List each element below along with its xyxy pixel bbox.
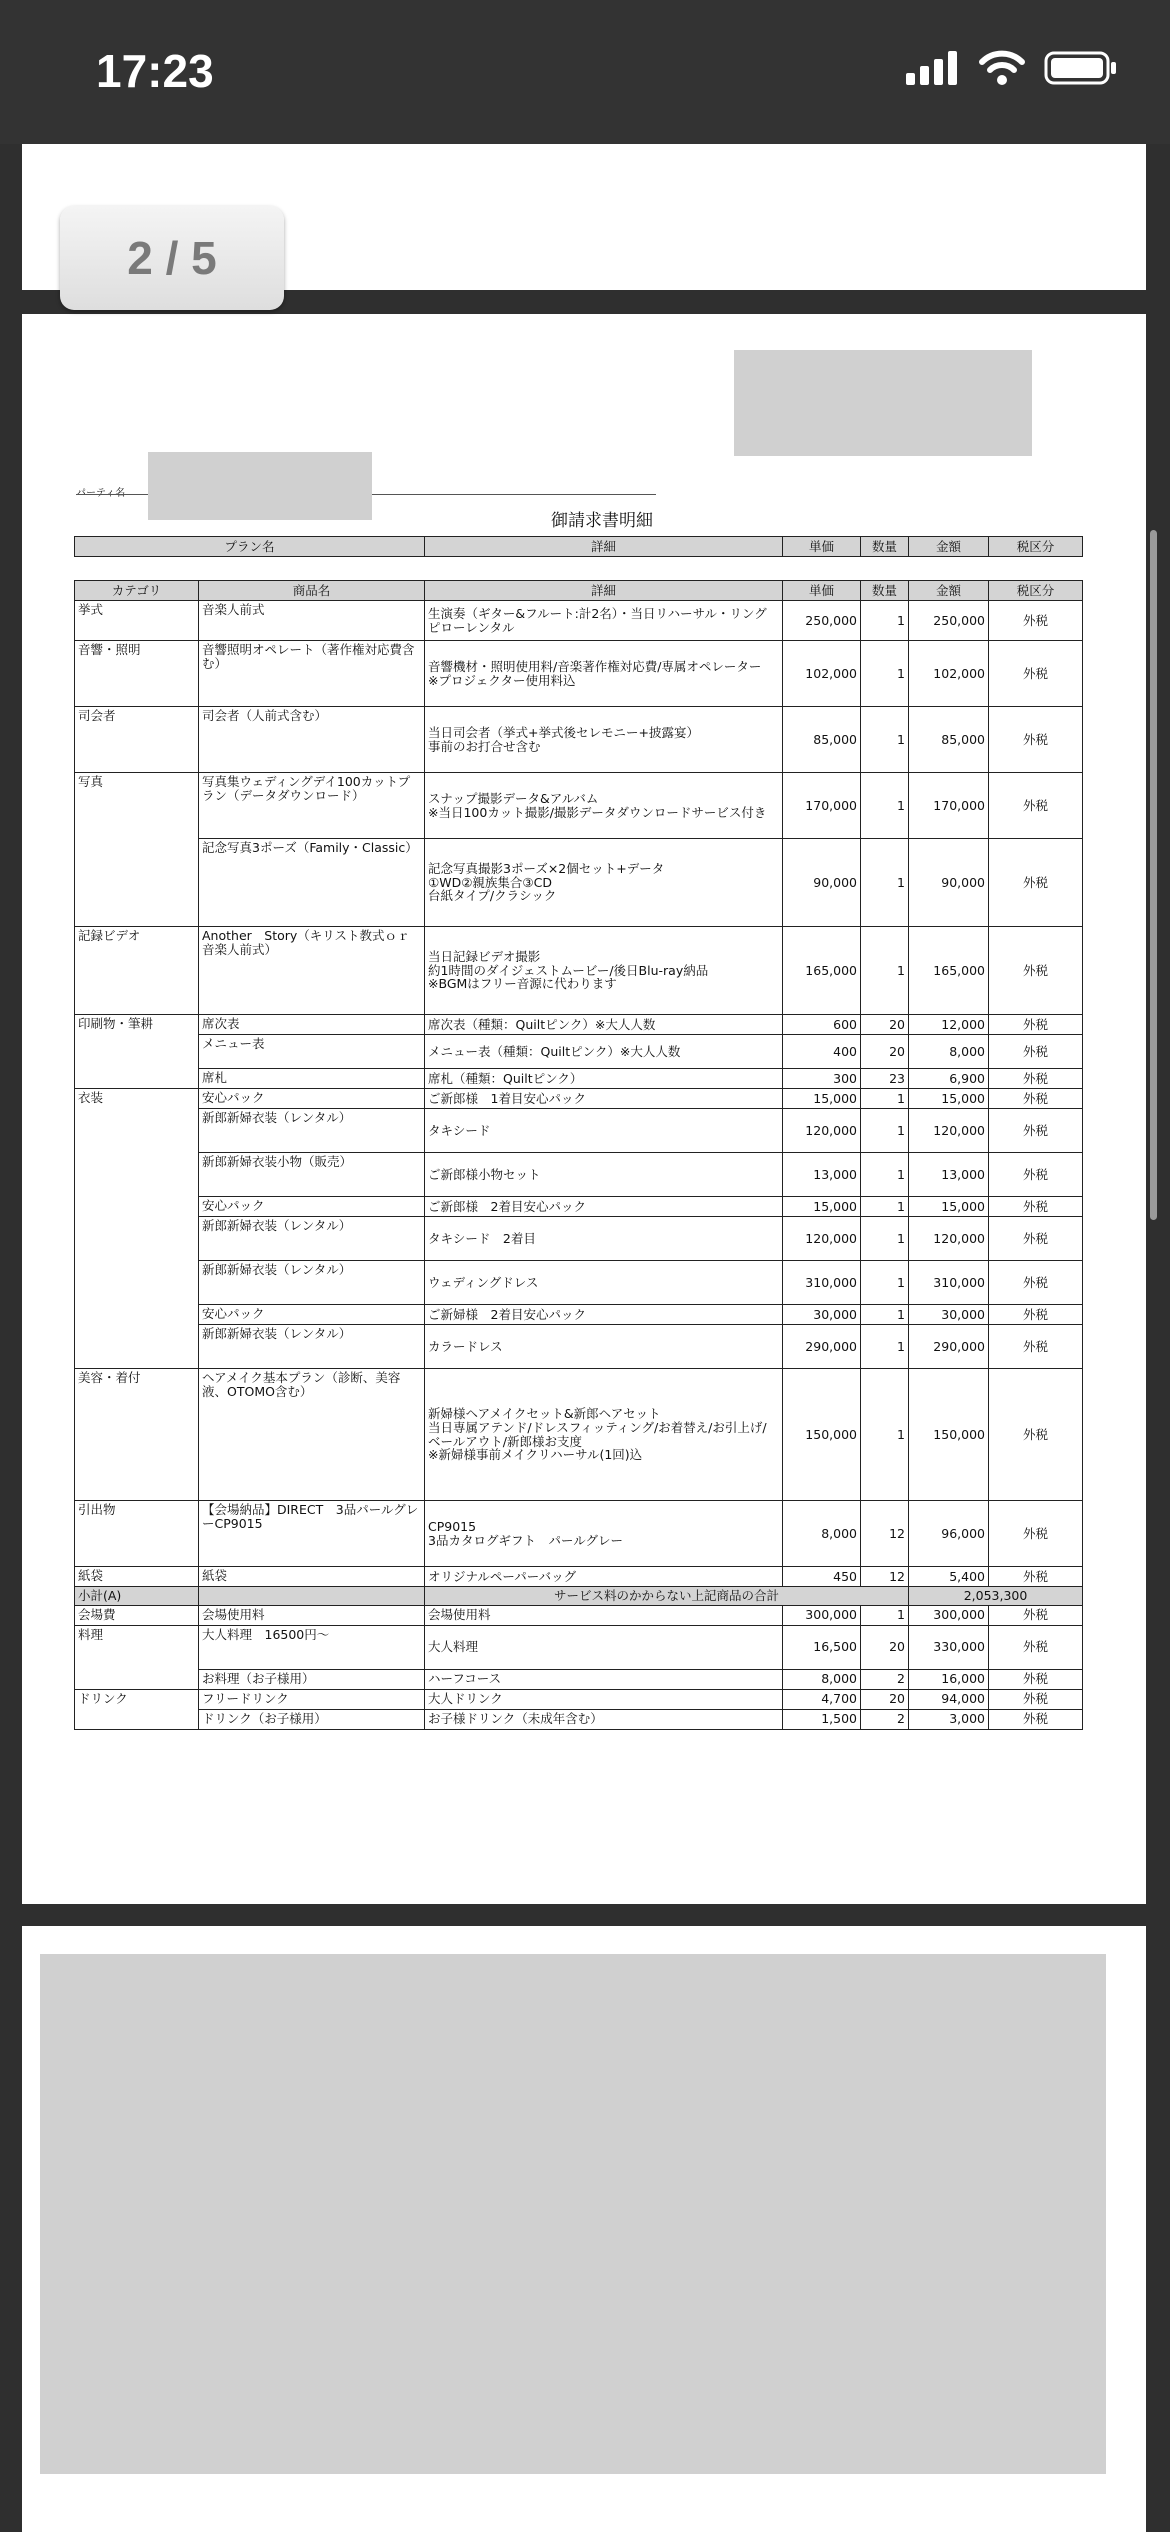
cell-tax: 外税 <box>989 1709 1083 1729</box>
table-row <box>75 1015 1083 1035</box>
cell-detail: CP9015 3品カタログギフト パールグレー <box>425 1501 783 1567</box>
cell-name: 音響照明オペレート（著作権対応費含む） <box>199 641 425 707</box>
cell-detail: 当日記録ビデオ撮影 約1時間のダイジェストムービー/後日Blu-ray納品 ※BGMはフリー音源に代わります <box>425 927 783 1015</box>
cell-detail: オリジナルペーパーバッグ <box>425 1567 783 1587</box>
cell-amount: 13,000 <box>909 1153 989 1197</box>
cell-price: 8,000 <box>783 1501 861 1567</box>
cellular-signal-icon <box>906 51 960 85</box>
cell-tax: 外税 <box>989 641 1083 707</box>
redacted-party-name <box>148 452 372 520</box>
cell-category: ドリンク <box>75 1689 199 1709</box>
cell-price: 300,000 <box>783 1605 861 1625</box>
cell-price: 310,000 <box>783 1261 861 1305</box>
cell-qty: 20 <box>861 1035 909 1069</box>
table-row <box>75 1709 1083 1729</box>
cell-name: 席札 <box>199 1069 425 1089</box>
subtotal-row <box>75 1587 1083 1606</box>
column-header-detail: 詳細 <box>425 581 783 601</box>
status-icons <box>906 50 1118 86</box>
cell-category: 衣装 <box>75 1089 199 1109</box>
table-row <box>75 1261 1083 1305</box>
cell-qty: 2 <box>861 1709 909 1729</box>
cell-name: 新郎新婦衣装（レンタル） <box>199 1109 425 1153</box>
cell-detail: 席次表（種類：Quiltピンク）※大人人数 <box>425 1015 783 1035</box>
cell-tax: 外税 <box>989 1567 1083 1587</box>
cell-qty: 1 <box>861 773 909 839</box>
cell-amount: 5,400 <box>909 1567 989 1587</box>
cell-qty: 2 <box>861 1669 909 1689</box>
cell-category: 美容・着付 <box>75 1369 199 1501</box>
cell-category <box>75 839 199 927</box>
header-tax: 税区分 <box>989 537 1083 557</box>
table-row <box>75 1069 1083 1089</box>
table-row <box>75 1305 1083 1325</box>
cell-name: 会場使用料 <box>199 1605 425 1625</box>
cell-tax: 外税 <box>989 1089 1083 1109</box>
cell-amount: 120,000 <box>909 1109 989 1153</box>
table-row <box>75 927 1083 1015</box>
table-row <box>75 1567 1083 1587</box>
cell-price: 4,700 <box>783 1689 861 1709</box>
cell-qty: 1 <box>861 1109 909 1153</box>
header-price: 単価 <box>783 537 861 557</box>
cell-price: 16,500 <box>783 1625 861 1669</box>
cell-qty: 1 <box>861 601 909 641</box>
cell-qty: 1 <box>861 1089 909 1109</box>
cell-detail: 大人料理 <box>425 1625 783 1669</box>
cell-qty: 1 <box>861 927 909 1015</box>
cell-qty: 1 <box>861 1217 909 1261</box>
cell-price: 1,500 <box>783 1709 861 1729</box>
cell-amount: 90,000 <box>909 839 989 927</box>
cell-name: 記念写真3ポーズ（Family・Classic） <box>199 839 425 927</box>
cell-amount: 16,000 <box>909 1669 989 1689</box>
cell-amount: 94,000 <box>909 1689 989 1709</box>
party-name-label: パーティ名 <box>76 488 126 499</box>
table-row <box>75 1035 1083 1069</box>
subtotal-amount: 2,053,300 <box>909 1587 1083 1606</box>
cell-category: 紙袋 <box>75 1567 199 1587</box>
cell-tax: 外税 <box>989 1625 1083 1669</box>
cell-detail: ご新郎様 1着目安心パック <box>425 1089 783 1109</box>
scrollbar-thumb[interactable] <box>1150 530 1157 1220</box>
column-header-name: 商品名 <box>199 581 425 601</box>
cell-detail: ご新婦様 2着目安心パック <box>425 1305 783 1325</box>
cell-category: 会場費 <box>75 1605 199 1625</box>
cell-qty: 20 <box>861 1015 909 1035</box>
cell-category <box>75 1197 199 1217</box>
cell-price: 85,000 <box>783 707 861 773</box>
cell-amount: 150,000 <box>909 1369 989 1501</box>
cell-qty: 1 <box>861 1605 909 1625</box>
table-row <box>75 1325 1083 1369</box>
subtotal-detail: サービス料のかからない上記商品の合計 <box>425 1587 909 1606</box>
cell-tax: 外税 <box>989 1501 1083 1567</box>
cell-price: 400 <box>783 1035 861 1069</box>
cell-price: 165,000 <box>783 927 861 1015</box>
cell-detail: ご新郎様小物セット <box>425 1153 783 1197</box>
cell-tax: 外税 <box>989 1197 1083 1217</box>
subtotal-label: 小計(A) <box>75 1587 199 1606</box>
cell-detail: ウェディングドレス <box>425 1261 783 1305</box>
subtotal-empty <box>199 1587 425 1606</box>
cell-qty: 1 <box>861 839 909 927</box>
cell-name: 司会者（人前式含む） <box>199 707 425 773</box>
cell-qty: 1 <box>861 1261 909 1305</box>
cell-detail: 記念写真撮影3ポーズ×2個セット+データ ①WD②親族集合③CD 台紙タイプ/クラシック <box>425 839 783 927</box>
cell-price: 250,000 <box>783 601 861 641</box>
table-row <box>75 1217 1083 1261</box>
cell-name: 新郎新婦衣装（レンタル） <box>199 1325 425 1369</box>
cell-tax: 外税 <box>989 839 1083 927</box>
cell-price: 150,000 <box>783 1369 861 1501</box>
cell-price: 170,000 <box>783 773 861 839</box>
cell-amount: 290,000 <box>909 1325 989 1369</box>
redacted-block <box>734 350 1032 456</box>
header-amount: 金額 <box>909 537 989 557</box>
cell-category: 引出物 <box>75 1501 199 1567</box>
cell-detail: 大人ドリンク <box>425 1689 783 1709</box>
cell-amount: 165,000 <box>909 927 989 1015</box>
cell-name: Another Story（キリスト教式ｏｒ音楽人前式） <box>199 927 425 1015</box>
cell-category: 料理 <box>75 1625 199 1669</box>
cell-tax: 外税 <box>989 1261 1083 1305</box>
table-row <box>75 1625 1083 1669</box>
cell-price: 450 <box>783 1567 861 1587</box>
cell-name: 安心パック <box>199 1305 425 1325</box>
cell-detail: カラードレス <box>425 1325 783 1369</box>
status-time: 17:23 <box>96 45 214 97</box>
cell-amount: 30,000 <box>909 1305 989 1325</box>
cell-detail: 当日司会者（挙式+挙式後セレモニー+披露宴） 事前のお打合せ含む <box>425 707 783 773</box>
cell-detail: ご新郎様 2着目安心パック <box>425 1197 783 1217</box>
status-bar <box>0 0 1170 144</box>
cell-qty: 12 <box>861 1501 909 1567</box>
cell-tax: 外税 <box>989 927 1083 1015</box>
cell-price: 15,000 <box>783 1089 861 1109</box>
cell-amount: 250,000 <box>909 601 989 641</box>
cell-name: 【会場納品】DIRECT 3品パールグレーCP9015 <box>199 1501 425 1567</box>
cell-price: 90,000 <box>783 839 861 927</box>
cell-qty: 12 <box>861 1567 909 1587</box>
cell-qty: 23 <box>861 1069 909 1089</box>
cell-category: 写真 <box>75 773 199 839</box>
cell-detail: お子様ドリンク（未成年含む） <box>425 1709 783 1729</box>
document-title: 御請求書明細 <box>551 511 653 531</box>
cell-price: 102,000 <box>783 641 861 707</box>
cell-category: 挙式 <box>75 601 199 641</box>
cell-tax: 外税 <box>989 773 1083 839</box>
cell-name: 写真集ウェディングデイ100カットプラン（データダウンロード） <box>199 773 425 839</box>
cell-name: ドリンク（お子様用） <box>199 1709 425 1729</box>
cell-tax: 外税 <box>989 1369 1083 1501</box>
cell-detail: 音響機材・照明使用料/音楽著作権対応費/専属オペレーター ※プロジェクター使用料込 <box>425 641 783 707</box>
cell-tax: 外税 <box>989 1689 1083 1709</box>
cell-name: 新郎新婦衣装小物（販売） <box>199 1153 425 1197</box>
cell-name: メニュー表 <box>199 1035 425 1069</box>
cell-amount: 85,000 <box>909 707 989 773</box>
cell-detail: 新婦様ヘアメイクセット&新郎ヘアセット 当日専属アテンド/ドレスフィッティング/お着替え/お引上げ/ベールアウト/新郎様お支度 ※新婦様事前メイクリハーサル(1回)込 <box>425 1369 783 1501</box>
cell-detail: タキシード <box>425 1109 783 1153</box>
cell-name: 大人料理 16500円～ <box>199 1625 425 1669</box>
column-header-qty: 数量 <box>861 581 909 601</box>
cell-name: 音楽人前式 <box>199 601 425 641</box>
cell-name: 新郎新婦衣装（レンタル） <box>199 1217 425 1261</box>
cell-qty: 20 <box>861 1625 909 1669</box>
table-row <box>75 641 1083 707</box>
cell-name: 安心パック <box>199 1089 425 1109</box>
next-page <box>22 1926 1146 2532</box>
redacted-block <box>40 1954 1106 2474</box>
cell-amount: 330,000 <box>909 1625 989 1669</box>
cell-tax: 外税 <box>989 1217 1083 1261</box>
header-plan: プラン名 <box>75 537 425 557</box>
table-row <box>75 707 1083 773</box>
cell-amount: 6,900 <box>909 1069 989 1089</box>
cell-tax: 外税 <box>989 1153 1083 1197</box>
cell-name: 安心パック <box>199 1197 425 1217</box>
cell-category: 印刷物・筆耕 <box>75 1015 199 1035</box>
cell-price: 30,000 <box>783 1305 861 1325</box>
cell-price: 120,000 <box>783 1217 861 1261</box>
cell-price: 600 <box>783 1015 861 1035</box>
cell-name: 席次表 <box>199 1015 425 1035</box>
cell-qty: 1 <box>861 1197 909 1217</box>
summary-header-table <box>74 536 1083 557</box>
home-indicator[interactable] <box>378 2488 792 2502</box>
cell-category <box>75 1069 199 1089</box>
cell-detail: 会場使用料 <box>425 1605 783 1625</box>
cell-amount: 170,000 <box>909 773 989 839</box>
battery-icon <box>1044 50 1118 86</box>
table-row <box>75 839 1083 927</box>
header-detail: 詳細 <box>425 537 783 557</box>
cell-tax: 外税 <box>989 1069 1083 1089</box>
cell-tax: 外税 <box>989 1605 1083 1625</box>
page-indicator: 2 / 5 <box>60 206 284 310</box>
cell-category <box>75 1261 199 1305</box>
cell-qty: 1 <box>861 1369 909 1501</box>
cell-tax: 外税 <box>989 1015 1083 1035</box>
cell-qty: 1 <box>861 707 909 773</box>
cell-name: 紙袋 <box>199 1567 425 1587</box>
cell-tax: 外税 <box>989 707 1083 773</box>
pdf-viewer[interactable] <box>0 144 1170 2532</box>
cell-category <box>75 1035 199 1069</box>
cell-category <box>75 1709 199 1729</box>
cell-price: 8,000 <box>783 1669 861 1689</box>
cell-category <box>75 1153 199 1197</box>
cell-tax: 外税 <box>989 1305 1083 1325</box>
invoice-items-table <box>74 580 1083 1730</box>
cell-amount: 96,000 <box>909 1501 989 1567</box>
cell-price: 15,000 <box>783 1197 861 1217</box>
cell-qty: 20 <box>861 1689 909 1709</box>
wifi-icon <box>978 50 1026 86</box>
column-header-price: 単価 <box>783 581 861 601</box>
cell-detail: 席札（種類：Quiltピンク） <box>425 1069 783 1089</box>
column-header-amount: 金額 <box>909 581 989 601</box>
cell-name: 新郎新婦衣装（レンタル） <box>199 1261 425 1305</box>
cell-name: お料理（お子様用） <box>199 1669 425 1689</box>
cell-amount: 102,000 <box>909 641 989 707</box>
table-row <box>75 1689 1083 1709</box>
cell-tax: 外税 <box>989 601 1083 641</box>
cell-category <box>75 1305 199 1325</box>
cell-tax: 外税 <box>989 1669 1083 1689</box>
table-row <box>75 1605 1083 1625</box>
table-row <box>75 1153 1083 1197</box>
cell-qty: 1 <box>861 1153 909 1197</box>
cell-amount: 8,000 <box>909 1035 989 1069</box>
table-row <box>75 601 1083 641</box>
cell-price: 120,000 <box>783 1109 861 1153</box>
cell-category: 記録ビデオ <box>75 927 199 1015</box>
cell-amount: 3,000 <box>909 1709 989 1729</box>
cell-amount: 12,000 <box>909 1015 989 1035</box>
cell-detail: タキシード 2着目 <box>425 1217 783 1261</box>
cell-qty: 1 <box>861 1325 909 1369</box>
cell-tax: 外税 <box>989 1035 1083 1069</box>
cell-category <box>75 1217 199 1261</box>
cell-qty: 1 <box>861 641 909 707</box>
cell-category <box>75 1669 199 1689</box>
cell-amount: 120,000 <box>909 1217 989 1261</box>
table-row <box>75 1669 1083 1689</box>
table-row <box>75 1089 1083 1109</box>
cell-tax: 外税 <box>989 1325 1083 1369</box>
table-row <box>75 773 1083 839</box>
column-header-category: カテゴリ <box>75 581 199 601</box>
table-row <box>75 1501 1083 1567</box>
cell-price: 300 <box>783 1069 861 1089</box>
cell-category <box>75 1325 199 1369</box>
header-qty: 数量 <box>861 537 909 557</box>
cell-category: 司会者 <box>75 707 199 773</box>
table-row <box>75 1109 1083 1153</box>
cell-qty: 1 <box>861 1305 909 1325</box>
cell-name: フリードリンク <box>199 1689 425 1709</box>
cell-name: ヘアメイク基本プラン（診断、美容液、OTOMO含む） <box>199 1369 425 1501</box>
cell-detail: ハーフコース <box>425 1669 783 1689</box>
table-row <box>75 1197 1083 1217</box>
table-row <box>75 1369 1083 1501</box>
column-header-tax: 税区分 <box>989 581 1083 601</box>
invoice-detail-page <box>22 314 1146 1904</box>
cell-detail: メニュー表（種類：Quiltピンク）※大人人数 <box>425 1035 783 1069</box>
cell-price: 13,000 <box>783 1153 861 1197</box>
cell-amount: 15,000 <box>909 1197 989 1217</box>
cell-detail: スナップ撮影データ&アルバム ※当日100カット撮影/撮影データダウンロードサービス付き <box>425 773 783 839</box>
cell-tax: 外税 <box>989 1109 1083 1153</box>
cell-price: 290,000 <box>783 1325 861 1369</box>
cell-amount: 300,000 <box>909 1605 989 1625</box>
cell-amount: 15,000 <box>909 1089 989 1109</box>
cell-category: 音響・照明 <box>75 641 199 707</box>
cell-detail: 生演奏（ギター&フルート:計2名）・当日リハーサル・リングピローレンタル <box>425 601 783 641</box>
cell-amount: 310,000 <box>909 1261 989 1305</box>
cell-category <box>75 1109 199 1153</box>
